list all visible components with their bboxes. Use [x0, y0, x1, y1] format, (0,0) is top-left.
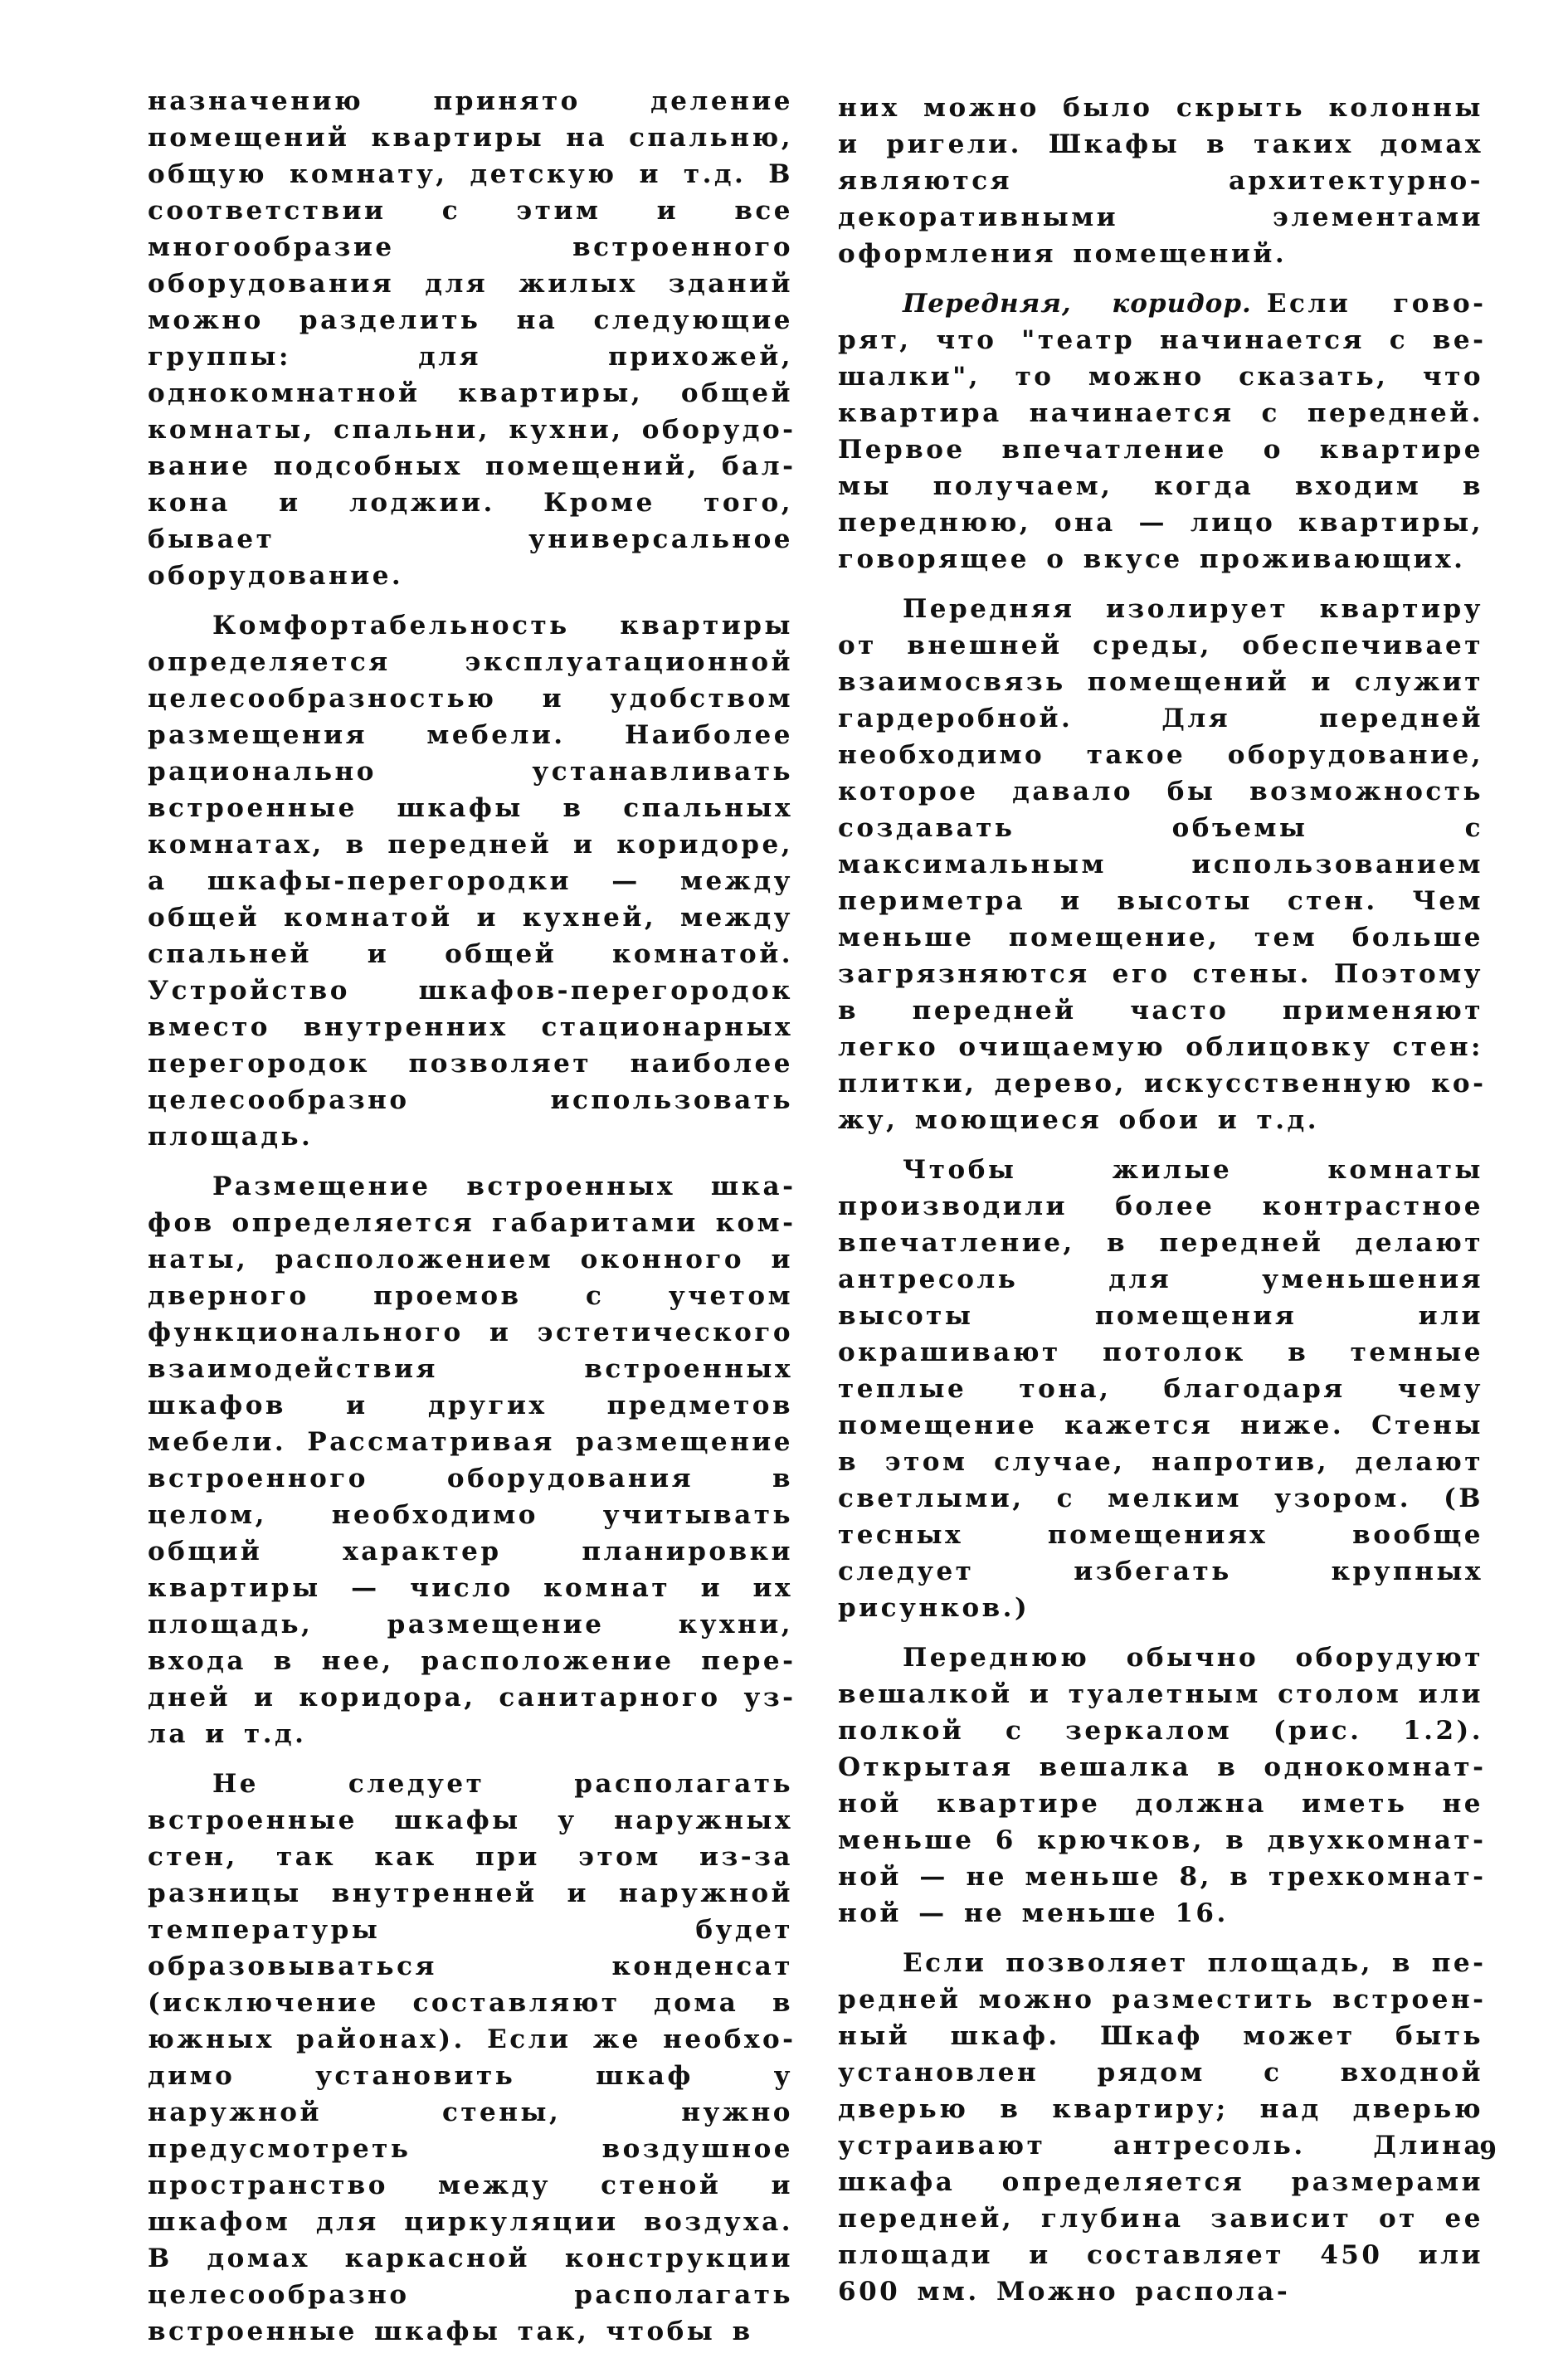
paragraph-with-heading — [838, 285, 1483, 577]
page-number: 9 — [1479, 2136, 1497, 2166]
paragraph: них можно было скрыть колонны и ригели. Шкафы в таких домах являются архитектурно-декоративными элементами оформления помещений. — [838, 93, 1483, 269]
paragraph: Если позволяет площадь, в передней можно разместить встроенный шкаф. Шкаф может быть установлен рядом с входной дверью в квартиру; над дверью устраивают антресоль. Длина шкафа определяется размерами передней, глубина зависит от ее площади и составляет 450 или 600 мм. Можно распола- — [838, 1948, 1483, 2307]
paragraph: Не следует располагать встроенные шкафы у наружных стен, так как при этом из-за разницы внутренней и наружной температуры будет образовываться конденсат (исключение составляют дома в южных районах). Если же необходимо установить шкаф у наружной стены, нужно предусмотреть воздушное пространство между стеной и шкафом для циркуляции воздуха. В домах каркасной конструкции целесообразно располагать встроенные шкафы так, чтобы в — [148, 1769, 793, 2346]
left-text-column — [148, 83, 793, 2363]
paragraph: Чтобы жилые комнаты производили более контрастное впечатление, в передней делают антресоль для уменьшения высоты помещения или окрашивают потолок в темные теплые тона, благодаря чему помещение кажется ниже. Стены в этом случае, напротив, делают светлыми, с мелким узором. (В тесных помещениях вообще следует избегать крупных рисунков.) — [838, 1155, 1483, 1623]
paragraph: Переднюю обычно оборудуют вешалкой и туалетным столом или полкой с зеркалом (рис. 1.2). Открытая вешалка в однокомнатной квартире должна иметь не меньше 6 крючков, в двухкомнатной — не меньше 8, в трехкомнатной — не меньше 16. — [838, 1643, 1483, 1928]
right-text-column — [838, 90, 1483, 2323]
paragraph: Комфортабельность квартиры определяется эксплуатационной целесообразностью и удобством размещения мебели. Наиболее рационально устанавливать встроенные шкафы в спальных комнатах, в передней и коридоре, а шкафы-перегородки — между общей комнатой и кухней, между спальней и общей комнатой. Устройство шкафов-перегородок вместо внутренних стационарных перегородок позволяет наиболее целесообразно использовать площадь. — [148, 611, 793, 1152]
paragraph-text: Если говорят, что "театр начинается с вешалки", то можно сказать, что квартира начинается с передней. Первое впечатление о квартире мы получаем, когда входим в переднюю, она — лицо квартиры, говорящее о вкусе проживающих. — [838, 289, 1483, 574]
paragraph: Передняя изолирует квартиру от внешней среды, обеспечивает взаимосвязь помещений и служит гардеробной. Для передней необходимо такое оборудование, которое давало бы возможность создавать объемы с максимальным использованием периметра и высоты стен. Чем меньше помещение, тем больше загрязняются его стены. Поэтому в передней часто применяют легко очищаемую облицовку стен: плитки, дерево, искусственную кожу, моющиеся обои и т.д. — [838, 594, 1483, 1135]
section-run-in-heading: Передняя, коридор. — [903, 289, 1252, 319]
paragraph: назначению принято деление помещений квартиры на спальню, общую комнату, детскую и т.д. В соответствии с этим и все многообразие встроенного оборудования для жилых зданий можно разделить на следующие группы: для прихожей, однокомнатной квартиры, общей комнаты, спальни, кухни, оборудование подсобных помещений, балкона и лоджии. Кроме того, бывает универсальное оборудование. — [148, 86, 793, 591]
paragraph: Размещение встроенных шкафов определяется габаритами комнаты, расположением оконного и дверного проемов с учетом функционального и эстетического взаимодействия встроенных шкафов и других предметов мебели. Рассматривая размещение встроенного оборудования в целом, необходимо учитывать общий характер планировки квартиры — число комнат и их площадь, размещение кухни, входа в нее, расположение передней и коридора, санитарного узла и т.д. — [148, 1172, 793, 1749]
